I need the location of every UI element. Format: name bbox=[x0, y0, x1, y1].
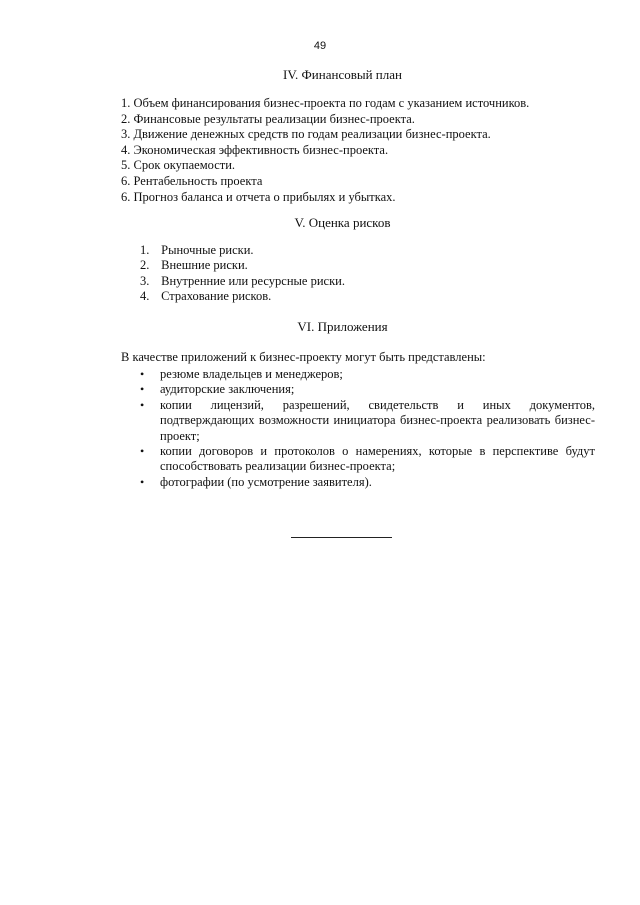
bullet-item-text: копии договоров и протоколов о намерениях, которые в перспективе будут способствовать реализации бизнес-проекта; bbox=[160, 444, 595, 474]
bullet-item-text: фотографии (по усмотрение заявителя). bbox=[160, 474, 372, 489]
list-item bbox=[140, 289, 345, 304]
risk-list bbox=[140, 243, 345, 305]
list-item-text: Внешние риски. bbox=[161, 258, 248, 273]
list-item-number: 1. bbox=[140, 243, 150, 257]
appendices-bullet-list bbox=[140, 367, 595, 490]
bullet-item bbox=[140, 367, 595, 382]
bullet-icon: • bbox=[140, 474, 145, 489]
bullet-item bbox=[140, 382, 595, 397]
list-item bbox=[140, 274, 345, 289]
bullet-icon: • bbox=[140, 444, 145, 459]
bullet-icon: • bbox=[140, 382, 145, 397]
bullet-icon: • bbox=[140, 367, 145, 381]
list-item-number: 4. bbox=[140, 289, 150, 304]
list-item: 4. Экономическая эффективность бизнес-проекта. bbox=[121, 142, 389, 157]
end-separator-line bbox=[291, 537, 392, 538]
list-item: 2. Финансовые результаты реализации бизнес-проекта. bbox=[121, 111, 415, 126]
section-title-risk-assessment: V. Оценка рисков bbox=[294, 215, 391, 230]
bullet-item-text: аудиторские заключения; bbox=[160, 382, 295, 397]
list-item bbox=[140, 258, 345, 273]
appendices-intro: В качестве приложений к бизнес-проекту могут быть представлены: bbox=[121, 350, 486, 364]
list-item-text: Внутренние или ресурсные риски. bbox=[161, 273, 345, 288]
financial-plan-list bbox=[121, 96, 529, 205]
bullet-item-text: копии лицензий, разрешений, свидетельств и иных документов, подтверждающих возможности инициатора бизнес-проекта реализовать бизнес-проект; bbox=[160, 397, 595, 443]
list-item: 6. Рентабельность проекта bbox=[121, 173, 263, 188]
list-item-text: Рыночные риски. bbox=[161, 243, 254, 257]
bullet-item-text: резюме владельцев и менеджеров; bbox=[160, 367, 343, 381]
list-item-number: 3. bbox=[140, 273, 150, 288]
bullet-item bbox=[140, 398, 595, 444]
bullet-item bbox=[140, 444, 595, 475]
list-item: 6. Прогноз баланса и отчета о прибылях и убытках. bbox=[121, 189, 396, 204]
bullet-item bbox=[140, 475, 595, 490]
section-title-appendices: VI. Приложения bbox=[297, 319, 388, 334]
list-item-text: Страхование рисков. bbox=[161, 289, 272, 304]
page-number: 49 bbox=[313, 40, 327, 52]
list-item: 1. Объем финансирования бизнес-проекта по годам с указанием источников. bbox=[121, 96, 530, 110]
bullet-icon: • bbox=[140, 397, 145, 412]
section-title-financial-plan: IV. Финансовый план bbox=[283, 67, 402, 82]
list-item-number: 2. bbox=[140, 258, 150, 273]
list-item bbox=[140, 243, 345, 258]
list-item: 3. Движение денежных средств по годам реализации бизнес-проекта. bbox=[121, 127, 491, 142]
list-item: 5. Срок окупаемости. bbox=[121, 158, 236, 173]
